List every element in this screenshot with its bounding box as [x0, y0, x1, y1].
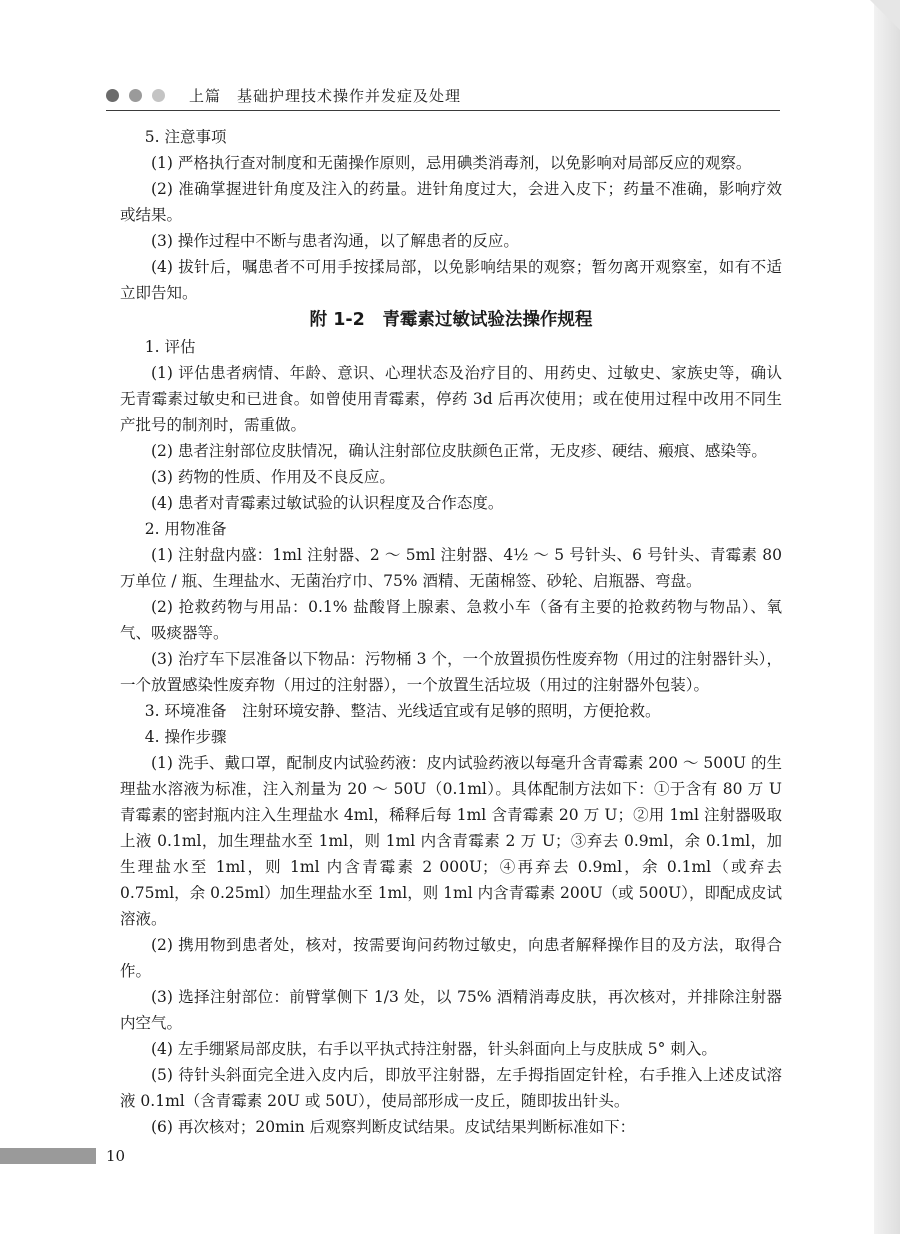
footer-bar — [0, 1148, 96, 1164]
header-dot-icon — [152, 89, 165, 102]
list-item: (4) 拔针后，嘱患者不可用手按揉局部，以免影响结果的观察；暂勿离开观察室，如有不适立即告知。 — [120, 258, 782, 302]
list-item: (3) 选择注射部位：前臂掌侧下 1/3 处，以 75% 酒精消毒皮肤，再次核对，并排除注射器内空气。 — [120, 988, 782, 1032]
header-dot-icon — [106, 89, 119, 102]
list-item: (3) 操作过程中不断与患者沟通，以了解患者的反应。 — [151, 232, 519, 250]
header-dot-icon — [129, 89, 142, 102]
section-heading: 2. 用物准备 — [144, 520, 227, 538]
list-item: (6) 再次核对；20min 后观察判断皮试结果。皮试结果判断标准如下： — [151, 1118, 636, 1136]
list-item: (2) 准确掌握进针角度及注入的药量。进针角度过大，会进入皮下；药量不准确，影响疗效或结果。 — [120, 180, 782, 224]
list-item: (5) 待针头斜面完全进入皮内后，即放平注射器，左手拇指固定针栓，右手推入上述皮试溶液 0.1ml（含青霉素 20U 或 50U），使局部形成一皮丘，随即拔出针头。 — [120, 1066, 782, 1110]
list-item: (2) 携用物到患者处，核对，按需要询问药物过敏史，向患者解释操作目的及方法，取得合作。 — [120, 936, 782, 980]
list-item: (3) 药物的性质、作用及不良反应。 — [151, 468, 395, 486]
list-item: (3) 治疗车下层准备以下物品：污物桶 3 个，一个放置损伤性废弃物（用过的注射器针头），一个放置感染性废弃物（用过的注射器），一个放置生活垃圾（用过的注射器外包装）。 — [120, 650, 782, 694]
section-heading: 5. 注意事项 — [144, 128, 227, 146]
list-item: (2) 患者注射部位皮肤情况，确认注射部位皮肤颜色正常，无皮疹、硬结、瘢痕、感染等。 — [151, 442, 767, 460]
env-paragraph — [120, 698, 782, 724]
list-item: (1) 洗手、戴口罩，配制皮内试验药液：皮内试验药液以每毫升含青霉素 200 ～ 500U 的生理盐水溶液为标准，注入剂量为 20 ～ 50U（0.1ml）。具体配制方法如下：①于含有 80 万 U 青霉素的密封瓶内注入生理盐水 4ml，稀释后每 1ml 含青霉素 20 万 U；②用 1ml 注射器吸取上液 0.1ml，加生理盐水至 1ml，则 1ml 内含青霉素 2 万 U；③弃去 0.9ml，余 0.1ml，加生理盐水至 1ml，则 1ml 内含青霉素 2 000U；④再弃去 0.9ml，余 0.1ml（或弃去 0.75ml，余 0.25ml）加生理盐水至 1ml，则 1ml 内含青霉素 200U（或 500U），即配成皮试溶液。 — [120, 754, 782, 928]
appendix-title: 附 1-2 青霉素过敏试验法操作规程 — [309, 310, 593, 330]
header-title: 上篇 基础护理技术操作并发症及处理 — [189, 86, 462, 105]
env-text: 注射环境安静、整洁、光线适宜或有足够的照明，方便抢救。 — [242, 702, 661, 720]
running-header — [106, 84, 780, 106]
page-number: 10 — [106, 1147, 126, 1165]
page-body — [120, 124, 782, 1140]
section-heading: 4. 操作步骤 — [144, 728, 227, 746]
list-item: (2) 抢救药物与用品：0.1% 盐酸肾上腺素、急救小车（备有主要的抢救药物与物品）、氧气、吸痰器等。 — [120, 598, 782, 642]
list-item: (1) 注射盘内盛：1ml 注射器、2 ～ 5ml 注射器、4½ ～ 5 号针头、6 号针头、青霉素 80 万单位 / 瓶、生理盐水、无菌治疗巾、75% 酒精、无菌棉签、砂轮、启瓶器、弯盘。 — [120, 546, 782, 590]
list-item: (1) 评估患者病情、年龄、意识、心理状态及治疗目的、用药史、过敏史、家族史等，确认无青霉素过敏史和已进食。如曾使用青霉素，停药 3d 后再次使用；或在使用过程中改用不同生产批号的制剂时，需重做。 — [120, 364, 782, 434]
page-edge-shade — [874, 0, 900, 1234]
list-item: (1) 严格执行查对制度和无菌操作原则，忌用碘类消毒剂，以免影响对局部反应的观察。 — [151, 154, 752, 172]
list-item: (4) 左手绷紧局部皮肤，右手以平执式持注射器，针头斜面向上与皮肤成 5° 刺入。 — [151, 1040, 717, 1058]
section-heading: 1. 评估 — [144, 338, 196, 356]
header-rule — [106, 110, 780, 111]
list-item: (4) 患者对青霉素过敏试验的认识程度及合作态度。 — [151, 494, 504, 512]
page-corner-fold — [870, 0, 900, 30]
section-heading: 3. 环境准备 — [144, 702, 227, 720]
